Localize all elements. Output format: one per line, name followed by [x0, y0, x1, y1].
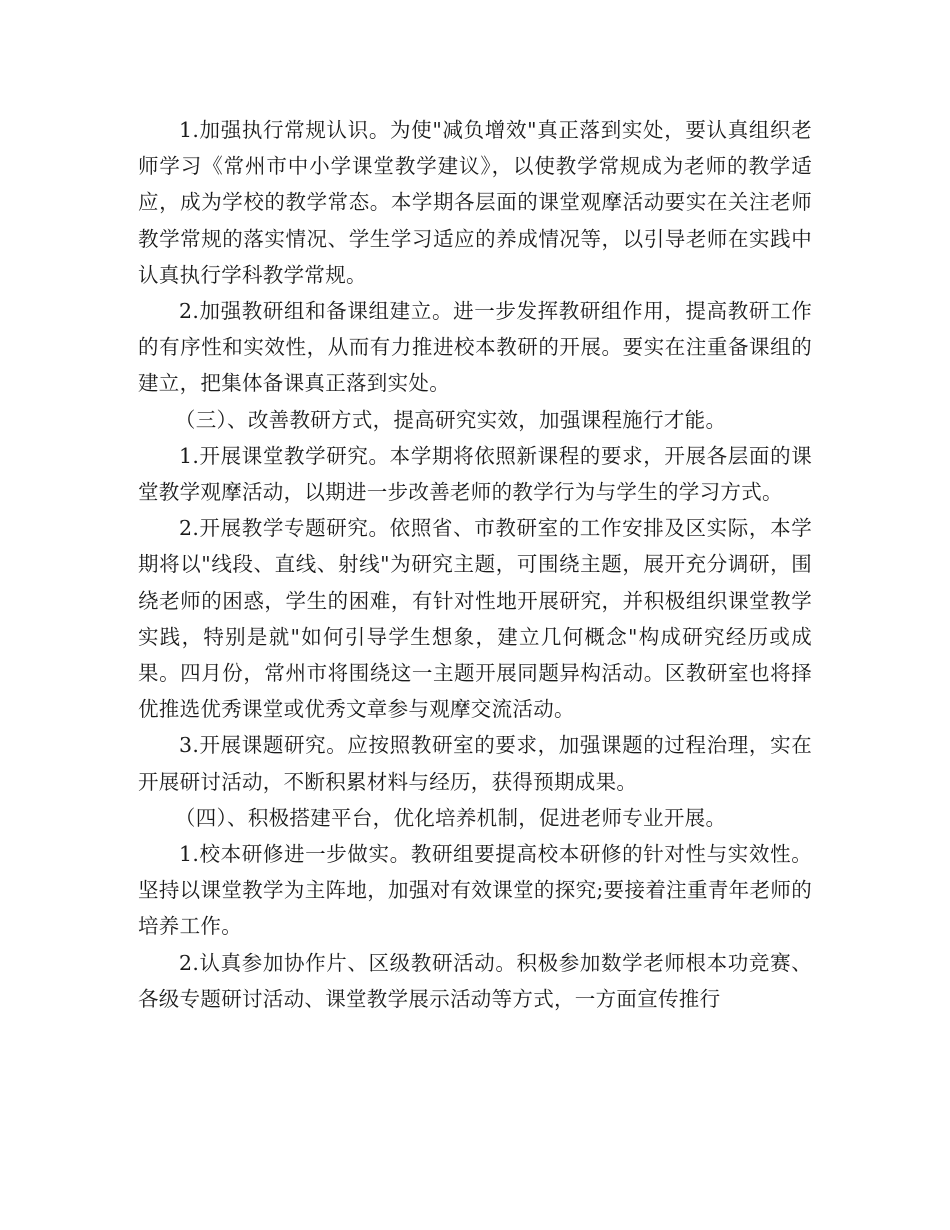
- paragraph-school-training: 1.校本研修进一步做实。教研组要提高校本研修的针对性与实效性。坚持以课堂教学为主阵地，加强对有效课堂的探究;要接着注重青年老师的培养工作。: [138, 842, 812, 939]
- section-heading-4: （四）、积极搭建平台，优化培养机制，促进老师专业开展。: [174, 805, 727, 830]
- paragraph-classroom-research: 1.开展课堂教学研究。本学期将依照新课程的要求，开展各层面的课堂教学观摩活动，以期进一步改善老师的教学行为与学生的学习方式。: [138, 443, 812, 505]
- paragraph-topic-research: 2.开展教学专题研究。依照省、市教研室的工作安排及区实际，本学期将以"线段、直线、射线"为研究主题，可围绕主题，展开充分调研，围绕老师的困惑，学生的困难，有针对性地开展研究，并积极组织课堂教学实践，特别是就"如何引导学生想象，建立几何概念"构成研究经历或成果。四月份，常州市将围绕这一主题开展同题异构活动。区教研室也将择优推选优秀课堂或优秀文章参与观摩交流活动。: [138, 516, 812, 722]
- document-page: [138, 112, 812, 1017]
- paragraph-routine-awareness: 1.加强执行常规认识。为使"减负增效"真正落到实处，要认真组织老师学习《常州市中小学课堂教学建议》，以使教学常规成为老师的教学适应，成为学校的教学常态。本学期各层面的课堂观摩活动要实在关注老师教学常规的落实情况、学生学习适应的养成情况等，以引导老师在实践中认真执行学科教学常规。: [138, 118, 812, 287]
- paragraph-project-research: 3.开展课题研究。应按照教研室的要求，加强课题的过程治理，实在开展研讨活动，不断积累材料与经历，获得预期成果。: [138, 733, 812, 794]
- section-heading-3: （三）、改善教研方式，提高研究实效，加强课程施行才能。: [174, 407, 727, 432]
- paragraph-teaching-groups: 2.加强教研组和备课组建立。进一步发挥教研组作用，提高教研工作的有序性和实效性，从而有力推进校本教研的开展。要实在注重备课组的建立，把集体备课真正落到实处。: [138, 299, 812, 396]
- paragraph-district-activities: 2.认真参加协作片、区级教研活动。积极参加数学老师根本功竞赛、各级专题研讨活动、课堂教学展示活动等方式，一方面宣传推行: [138, 950, 812, 1011]
